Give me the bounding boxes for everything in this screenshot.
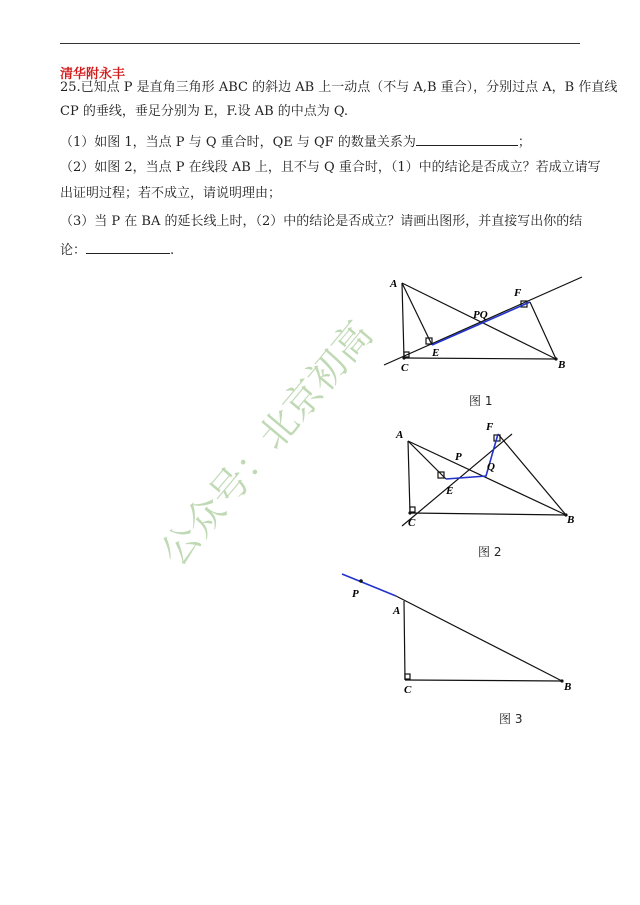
part-1-text: （1）如图 1，当点 P 与 Q 重合时，QE 与 QF 的数量关系为 bbox=[60, 135, 416, 150]
fig2-perp-bf bbox=[498, 434, 566, 515]
fig2-label-a: A bbox=[396, 429, 404, 441]
fig3-point-p bbox=[359, 579, 363, 583]
fig3-label-c: C bbox=[404, 684, 412, 696]
figure-3-caption: 图 3 bbox=[499, 712, 523, 726]
fig2-side-ac bbox=[408, 441, 410, 513]
figure-3 bbox=[396, 596, 562, 681]
fig2-right-angle-e bbox=[438, 472, 444, 478]
fig2-label-f: F bbox=[486, 421, 494, 433]
question-line-1: 25.已知点 P 是直角三角形 ABC 的斜边 AB 上一动点（不与 A,B 重合），分别过点 A，B 作直线 bbox=[60, 80, 618, 95]
figure-2-caption: 图 2 bbox=[478, 545, 502, 559]
part-3-end: . bbox=[170, 243, 175, 258]
figure-1 bbox=[384, 277, 582, 365]
question-part-2-cont: 出证明过程；若不成立，请说明理由； bbox=[60, 186, 282, 201]
watermark-text: 公众号：北京初高 bbox=[151, 312, 382, 575]
fig2-label-b: B bbox=[567, 514, 575, 526]
fig3-label-a: A bbox=[393, 605, 401, 617]
fig3-label-p: P bbox=[352, 588, 359, 600]
fig3-side-ac bbox=[404, 601, 405, 680]
fig2-side-ab bbox=[408, 441, 566, 515]
fig2-label-e: E bbox=[446, 485, 454, 497]
fig3-extension-ba bbox=[342, 574, 396, 596]
fig2-side-cb bbox=[410, 513, 566, 515]
fig1-perp-bf bbox=[530, 302, 556, 359]
school-label: 清华附永丰 bbox=[60, 67, 126, 82]
fig2-point-c bbox=[408, 511, 411, 514]
fig2-line-cp bbox=[402, 434, 512, 526]
fig3-label-b: B bbox=[564, 681, 572, 693]
fig1-label-a: A bbox=[390, 278, 398, 290]
fig1-label-e: E bbox=[432, 347, 440, 359]
fig3-side-ab bbox=[396, 596, 562, 681]
figure-2 bbox=[402, 434, 566, 526]
fig2-perp-ae bbox=[408, 441, 446, 479]
fig1-label-f: F bbox=[514, 287, 522, 299]
fig3-side-cb bbox=[405, 680, 562, 681]
fig1-perp-ae bbox=[402, 283, 432, 345]
fig1-label-pq: PQ bbox=[473, 309, 488, 321]
question-part-2: （2）如图 2，当点 P 在线段 AB 上，且不与 Q 重合时，（1）中的结论是否成立？若成立请写 bbox=[60, 160, 601, 175]
fig1-point-c bbox=[402, 356, 405, 359]
figure-1-caption: 图 1 bbox=[469, 394, 493, 408]
part-3-text: 论： bbox=[60, 243, 87, 258]
fig1-side-ab bbox=[402, 283, 556, 359]
fig1-side-cb bbox=[404, 358, 556, 359]
part-1-end: ； bbox=[517, 135, 531, 150]
question-line-2: CP 的垂线，垂足分别为 E，F.设 AB 的中点为 Q. bbox=[60, 104, 349, 119]
fig3-right-angle-c bbox=[405, 674, 410, 679]
fig2-label-q: Q bbox=[487, 461, 495, 473]
fig2-label-c: C bbox=[408, 517, 416, 529]
fig2-right-angle-c bbox=[410, 507, 415, 512]
fig2-label-p: P bbox=[455, 451, 462, 463]
fig1-side-ac bbox=[402, 283, 404, 358]
fig1-label-b: B bbox=[558, 359, 566, 371]
fig1-label-c: C bbox=[401, 362, 409, 374]
question-part-3: （3）当 P 在 BA 的延长线上时，（2）中的结论是否成立？请画出图形，并直接写出你的结 bbox=[60, 214, 583, 229]
